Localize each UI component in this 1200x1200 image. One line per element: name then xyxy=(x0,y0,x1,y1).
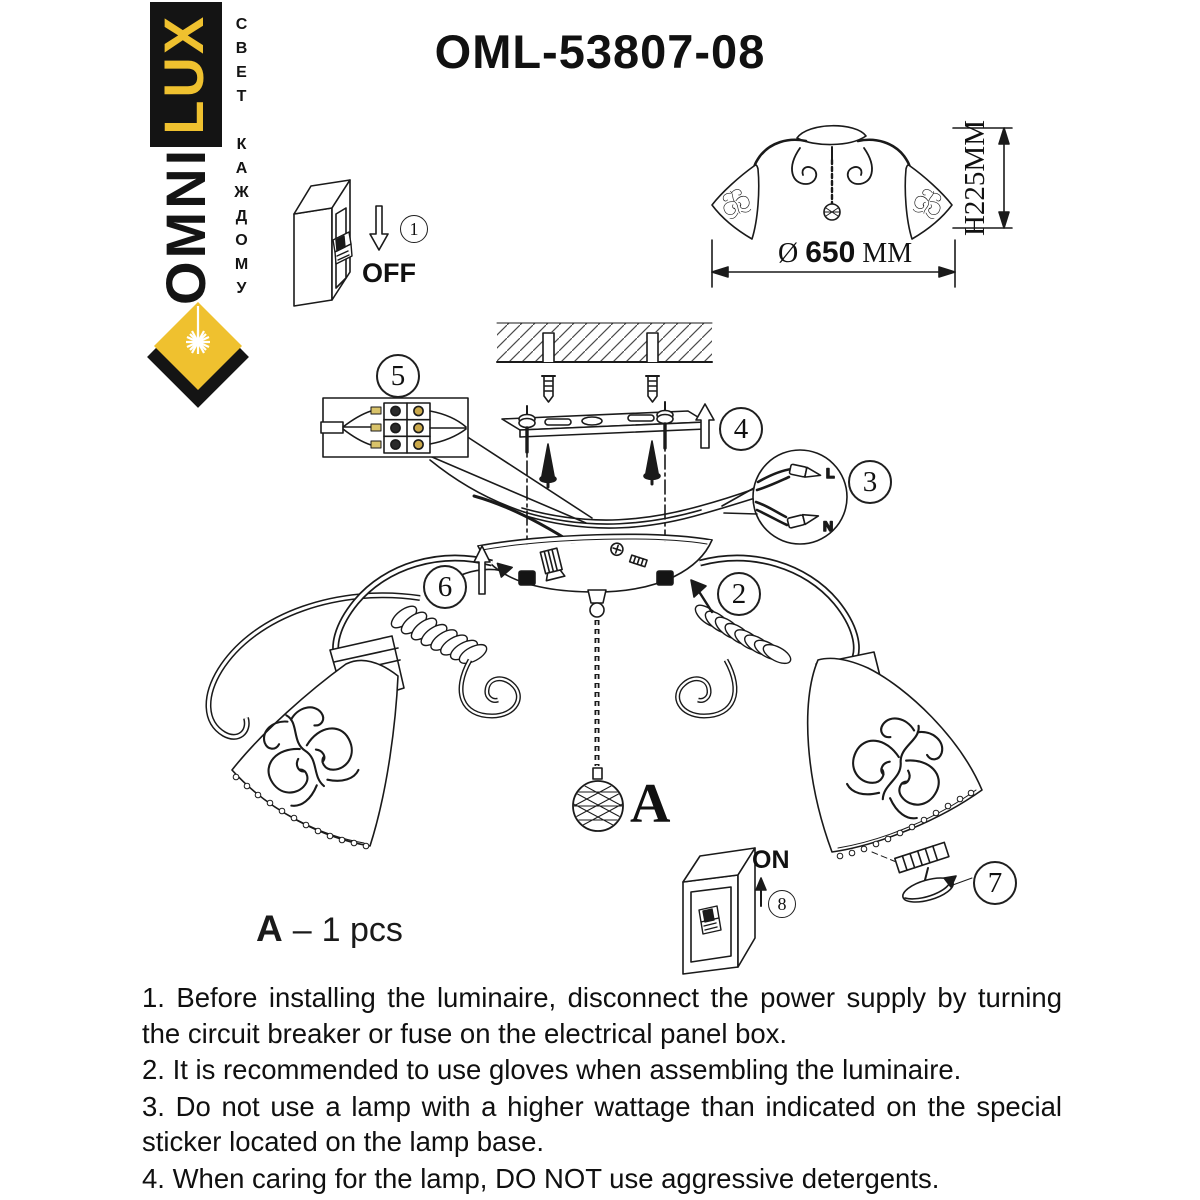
step-number: 7 xyxy=(987,866,1003,899)
wire-l-label: L xyxy=(826,465,835,481)
wire-connection-callout xyxy=(722,450,847,544)
diameter-prefix: Ø xyxy=(778,238,799,269)
left-shade xyxy=(232,636,404,849)
omnilux-diamond-logo xyxy=(152,302,244,398)
diameter-value: 650 xyxy=(805,236,856,269)
brand-tagline: СВЕТ КАЖДОМУ xyxy=(233,16,250,304)
step-number: 1 xyxy=(409,218,419,239)
right-shade xyxy=(808,658,982,858)
off-label: OFF xyxy=(362,258,416,288)
wall-anchors xyxy=(542,376,659,402)
step-circle-6 xyxy=(423,565,467,609)
instructions xyxy=(142,980,1062,1197)
step-circle-1 xyxy=(400,215,428,243)
step-number: 2 xyxy=(731,577,747,610)
part-count-label xyxy=(256,908,403,950)
instruction-4: 4. When caring for the lamp, DO NOT use aggressive detergents. xyxy=(142,1162,940,1194)
step-number: 8 xyxy=(777,893,787,914)
step-circle-8 xyxy=(768,890,796,918)
step-number: 4 xyxy=(733,412,749,445)
canopy xyxy=(478,534,712,617)
shade-rings xyxy=(872,842,972,906)
part-marker: A xyxy=(630,773,671,835)
diameter-label xyxy=(778,236,912,270)
diameter-unit: MM xyxy=(862,238,913,269)
step-circle-5 xyxy=(376,354,420,398)
step-number: 3 xyxy=(862,465,878,498)
brand-name-suffix: LUX xyxy=(150,2,222,147)
overview-drawing xyxy=(712,126,952,239)
wire-n-label: N xyxy=(823,518,834,534)
part-count-marker: A xyxy=(256,908,283,949)
height-label: H225MM xyxy=(959,120,991,237)
step-circle-2 xyxy=(717,572,761,616)
step-circle-4 xyxy=(719,407,763,451)
instruction-2: 2. It is recommended to use gloves when assembling the luminaire. xyxy=(142,1054,962,1085)
page-title: OML-53807-08 xyxy=(434,25,766,78)
instruction-3: 3. Do not use a lamp with a higher wattage than indicated on the special sticker located on the lamp base. xyxy=(142,1090,1062,1157)
brand-name-prefix: OMNI xyxy=(154,146,217,305)
part-count-sep: – xyxy=(292,911,312,949)
left-arm-coil xyxy=(388,602,490,667)
mounting-screws xyxy=(540,441,660,487)
step-number: 5 xyxy=(390,359,406,392)
on-label: ON xyxy=(752,846,790,874)
crystal-ball xyxy=(570,768,626,832)
mounting-bracket xyxy=(502,402,706,452)
step-circle-3 xyxy=(848,460,892,504)
step-circle-7 xyxy=(973,861,1017,905)
ceiling-hatch xyxy=(497,323,712,362)
instruction-1: 1. Before installing the luminaire, disconnect the power supply by turning the circuit breaker or fuse on the electrical panel box. xyxy=(142,982,1062,1049)
brand-wordmark xyxy=(152,13,217,305)
step-number: 6 xyxy=(437,570,453,603)
part-count-value: 1 pcs xyxy=(321,911,403,949)
